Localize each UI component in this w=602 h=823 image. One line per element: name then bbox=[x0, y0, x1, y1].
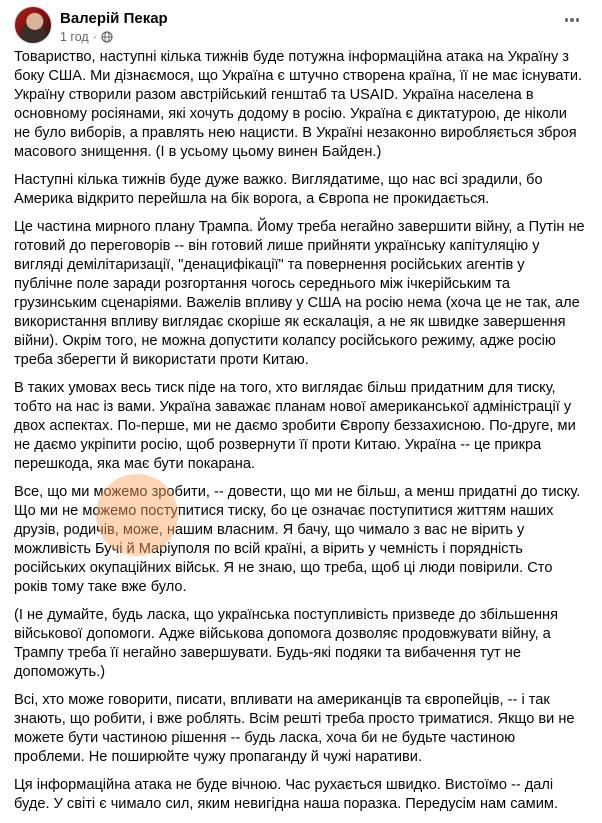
post-paragraph: (І не думайте, будь ласка, що українська поступливість призведе до збільшення військової допомоги. Адже військова допомога дозволяє продовжувати війну, а Трампу треба її негайно завершувати. Будь-які подяки та вибачення тут не допоможуть.) bbox=[14, 607, 558, 680]
author-name[interactable]: Валерій Пекар bbox=[60, 10, 168, 27]
post-paragraph: Це частина мирного плану Трампа. Йому треба негайно завершити війну, а Путін не готовий до переговорів -- він готовий лише прийняти українську капітуляцію у вигляді демілітаризації, "денацифікації" та повернення російських агентів у публічне поле заради розгортання чогось середнього між ічкерійським та грузинським сценаріями. Важелів впливу у США на росію нема (хоча це не так, але використання впливу виглядає скоріше як ескалація, а не як швидке завершення війни). Окрім того, не можна допустити колапсу російського режиму, адже росію треба зберегти й використати проти Китаю. bbox=[14, 219, 585, 368]
post-paragraph: Товариство, наступні кілька тижнів буде потужна інформаційна атака на Україну з боку США. Ми дізнаємося, що Україна є штучно створена країна, її не має існувати. Україну створили разом австрійський генштаб та USAID. Україна населена в основному росіянами, які хочуть додому в росію. Україна є диктатурою, де ніколи не було виборів, а правлять нею нацисти. В Україні незаконно виробляється зброя масового знищення. (І в усьому цьому винен Байден.) bbox=[14, 49, 583, 160]
post-paragraph: Ця інформаційна атака не буде вічною. Час рухається швидко. Вистоїмо -- далі буде. У світі є чимало сил, яким невигідна наша поразка. Передусім нам самим. bbox=[14, 777, 558, 812]
post-paragraph: Все, що ми можемо зробити, -- довести, що ми не більш, а менш придатні до тиску. Що ми не можемо поступитися тиску, бо це означає поступитися життям наших друзів, родичів, може, нашим власним. Я бачу, що чимало з вас не вірить у можливість Бучі й Маріуполя по всій країні, а вірить у чемність і порядність російських окупаційних військ. Я не знаю, що треба, щоб ці люди повірили. Сто років тому таке вже було. bbox=[14, 484, 581, 595]
post-body bbox=[14, 48, 586, 823]
globe-icon bbox=[101, 31, 113, 43]
author-avatar[interactable] bbox=[14, 6, 52, 44]
meta-separator: · bbox=[92, 30, 97, 44]
post-paragraph: В таких умовах весь тиск піде на того, хто виглядає більш придатним для тиску, тобто на нас із вами. Україна заважає планам нової американської адміністрації у двох аспектах. По-перше, ми не даємо зробити Європу беззахисною. По-друге, ми не даємо укріпити росію, щоб розвернути її проти Китаю. Україна -- це прикра перешкода, яка має бути покарана. bbox=[14, 380, 576, 472]
post-paragraph: Всі, хто може говорити, писати, впливати на американців та європейців, -- і так знають, що робити, і вже роблять. Всім решті треба просто триматися. Якщо ви не можете бути частиною рішення -- будь ласка, хоча би не будьте частиною проблеми. Не поширюйте чужу пропаганду й чужі наративи. bbox=[14, 692, 575, 765]
post-time[interactable]: 1 год bbox=[60, 30, 89, 44]
post-paragraph: Наступні кілька тижнів буде дуже важко. Виглядатиме, що нас всі зрадили, бо Америка відкрито перейшла на бік ворога, а Європа не прокидається. bbox=[14, 172, 543, 207]
post-header bbox=[14, 6, 590, 46]
post-meta bbox=[60, 30, 113, 44]
more-options-icon[interactable] bbox=[562, 10, 582, 30]
